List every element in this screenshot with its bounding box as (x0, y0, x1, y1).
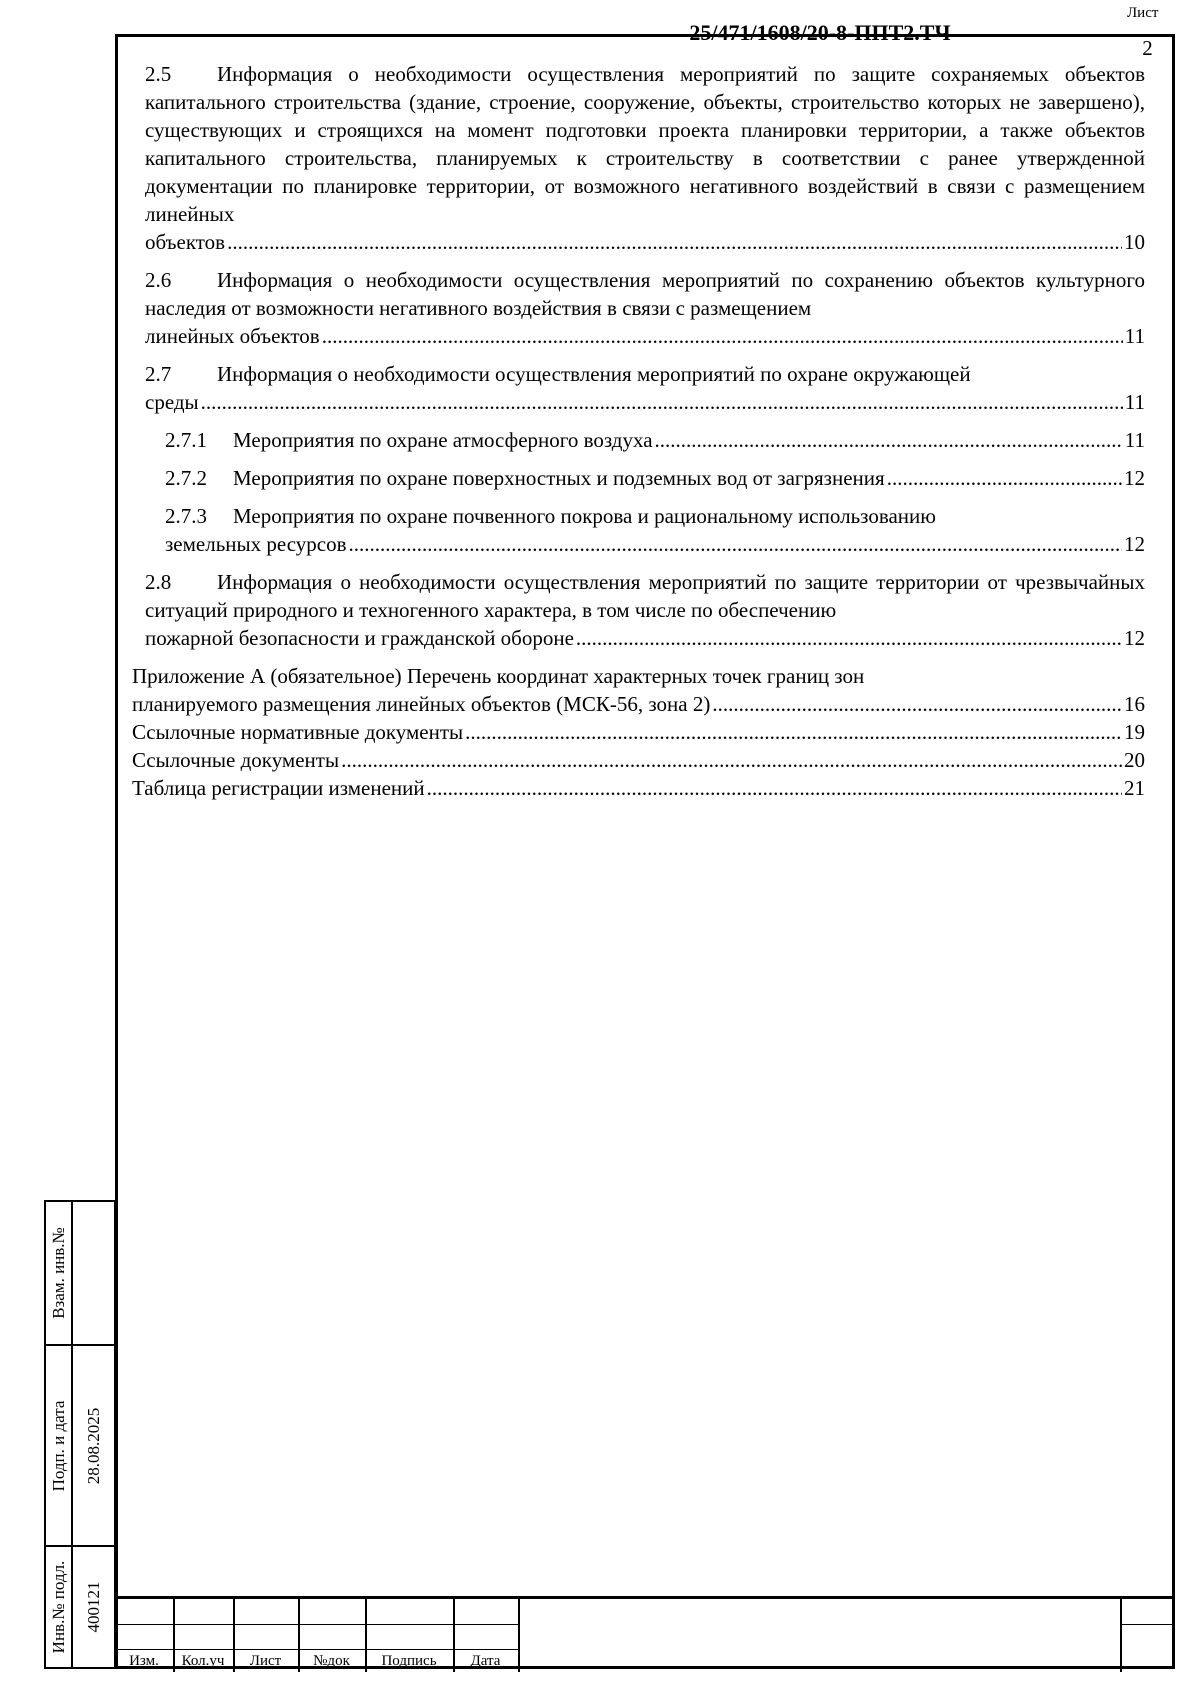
toc-page-number: 16 (1124, 692, 1145, 716)
toc-entry[interactable] (145, 502, 1145, 558)
grid-line (115, 1649, 520, 1650)
toc-entry[interactable] (145, 60, 1145, 256)
side-stamp-value-cell (73, 1346, 114, 1545)
toc-page-number: 21 (1124, 776, 1145, 800)
side-stamp-label-cell (46, 1547, 73, 1667)
original-inventory-label: Инв.№ подл. (48, 1560, 68, 1654)
replacement-inventory-label: Взам. инв.№ (48, 1227, 68, 1319)
toc-leader-dots (655, 426, 1123, 454)
toc-entry[interactable] (132, 662, 1145, 718)
toc-entry-text (145, 60, 1145, 228)
toc-entry-last-line: Ссылочные нормативные документы (132, 720, 464, 744)
toc-leader-dots (201, 388, 1123, 416)
signature-date-value: 28.08.2025 (83, 1407, 103, 1484)
column-header-sheet: Лист (249, 1653, 282, 1669)
grid-line (518, 1599, 520, 1672)
toc-leader-dots (349, 530, 1122, 558)
toc-page-number: 12 (1124, 532, 1145, 556)
toc-entry[interactable] (145, 266, 1145, 350)
column-header-doc-number: №док (313, 1653, 350, 1669)
toc-entry-text (165, 502, 1145, 530)
toc-entry-title: Информация о необходимости осуществления мероприятий по защите территории от чрезвычайных ситуаций природного и техногенного характера, в том числе по обеспечению (145, 570, 1145, 622)
toc-leader-dots (427, 774, 1122, 802)
toc-entry-title: Информация о необходимости осуществления мероприятий по охране окружающей (217, 362, 971, 386)
toc-page-number: 10 (1124, 230, 1145, 254)
side-stamp-label-cell (46, 1346, 73, 1545)
toc-entry-text (145, 360, 1145, 388)
toc-page-number: 11 (1124, 324, 1145, 348)
toc-entry-number: 2.7.2 (165, 466, 207, 490)
toc-entry-last-line: пожарной безопасности и гражданской обороне (145, 626, 574, 650)
toc-entry-number: 2.7.1 (165, 428, 207, 452)
toc-page-number: 11 (1124, 390, 1145, 414)
toc-entry[interactable] (132, 746, 1145, 774)
toc-leader-dots (576, 624, 1122, 652)
toc-entry-last-line: Мероприятия по охране поверхностных и подземных вод от загрязнения (233, 466, 885, 490)
document-code: 25/471/1608/20-8-ППТ2.ТЧ (689, 20, 951, 45)
toc-entry-last-line: Таблица регистрации изменений (132, 776, 425, 800)
toc-leader-dots (465, 718, 1122, 746)
toc-entry-number: 2.8 (145, 570, 172, 594)
title-block (115, 1596, 1175, 1669)
grid-line (115, 1624, 520, 1625)
column-header-change: Изм. (129, 1653, 159, 1669)
toc-entry[interactable] (132, 774, 1145, 802)
toc-entry-last-line: среды (145, 390, 199, 414)
grid-line (1120, 1599, 1122, 1672)
toc-entry-last-line: Мероприятия по охране атмосферного воздуха (233, 428, 653, 452)
toc-entry-last-line: линейных объектов (145, 324, 320, 348)
side-stamp-value-cell (73, 1202, 114, 1344)
toc-page-number: 19 (1124, 720, 1145, 744)
table-of-contents (132, 60, 1145, 802)
column-header-signature: Подпись (381, 1653, 437, 1669)
toc-entry[interactable] (145, 426, 1145, 454)
column-header-date: Дата (470, 1653, 501, 1669)
toc-leader-dots (341, 746, 1122, 774)
grid-line (1120, 1624, 1175, 1625)
toc-leader-dots (887, 464, 1122, 492)
original-inventory-value: 400121 (83, 1581, 103, 1633)
sheet-number: 2 (1142, 36, 1153, 60)
toc-entry[interactable] (145, 568, 1145, 652)
side-stamp-value-cell (73, 1547, 114, 1667)
toc-entry-title: Информация о необходимости осуществления мероприятий по сохранению объектов культурного наследия от возможности негативного воздействия в связи с размещением (145, 268, 1145, 320)
toc-leader-dots (322, 322, 1123, 350)
toc-page-number: 12 (1124, 626, 1145, 650)
toc-entry[interactable] (145, 464, 1145, 492)
toc-entry-text (145, 266, 1145, 322)
toc-entry-number: 2.7.3 (165, 504, 207, 528)
toc-entry-number: 2.6 (145, 268, 172, 292)
toc-page-number: 11 (1124, 428, 1145, 452)
side-stamp-label-cell (46, 1202, 73, 1344)
toc-entry-number: 2.5 (145, 62, 172, 86)
sheet-label: Лист (1127, 5, 1159, 21)
toc-leader-dots (712, 690, 1122, 718)
toc-entry[interactable] (132, 718, 1145, 746)
toc-entry-last-line: Ссылочные документы (132, 748, 340, 772)
toc-entry-text (145, 568, 1145, 624)
toc-entry-title: Мероприятия по охране почвенного покрова и рациональному использованию (233, 504, 936, 528)
toc-entry-title: Приложение А (обязательное) Перечень координат характерных точек границ зон (132, 664, 865, 688)
toc-entry-text (132, 662, 1145, 690)
toc-entry-last-line: объектов (145, 230, 226, 254)
signature-date-label: Подп. и дата (48, 1400, 68, 1491)
column-header-quantity: Кол.уч (181, 1653, 225, 1669)
toc-leader-dots (227, 228, 1122, 256)
side-stamp-original-inventory (44, 1545, 116, 1669)
toc-entry-last-line: планируемого размещения линейных объектов (МСК-56, зона 2) (132, 692, 711, 716)
side-stamp-signature-date (44, 1344, 116, 1547)
toc-page-number: 12 (1124, 466, 1145, 490)
side-stamp-replacement (44, 1200, 116, 1346)
toc-page-number: 20 (1124, 748, 1145, 772)
toc-entry[interactable] (145, 360, 1145, 416)
toc-entry-last-line: земельных ресурсов (165, 532, 347, 556)
toc-entry-title: Информация о необходимости осуществления мероприятий по защите сохраняемых объектов капитального строительства (здание, строение, сооружение, объекты, строительство которых не завершено), существующих и строящихся на момент подготовки проекта планировки территории, а также объектов капитального строительства, планируемых к строительству в соответствии с ранее утвержденной документации по планировке территории, от возможного негативного воздействий в связи с размещением линейных (145, 62, 1145, 226)
toc-entry-number: 2.7 (145, 362, 172, 386)
